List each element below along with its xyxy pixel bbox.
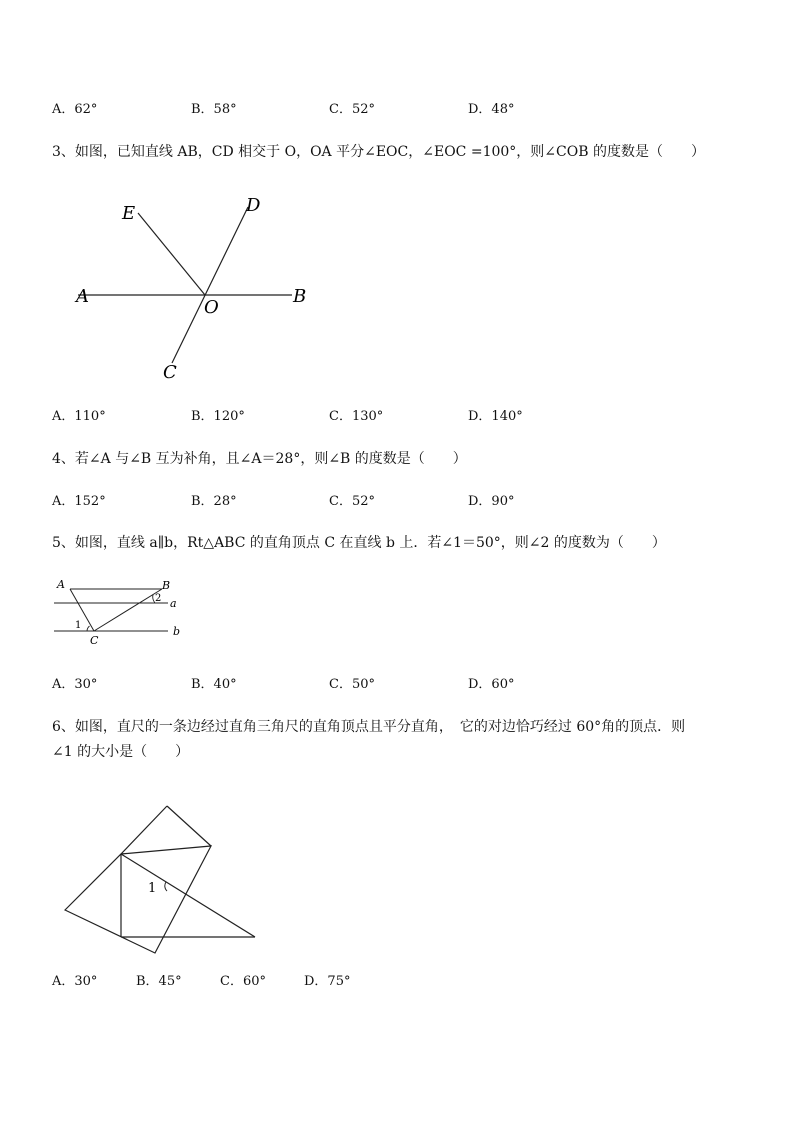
angle1-arc xyxy=(87,626,90,631)
q5-figure xyxy=(50,578,190,648)
q6-option-b[interactable]: B．45° xyxy=(136,974,182,989)
q3-option-c[interactable]: C．130° xyxy=(329,409,384,424)
q6-stem-line2: ∠1 的大小是（ ） xyxy=(52,744,190,760)
label-c: C xyxy=(163,362,177,383)
q3-figure xyxy=(60,185,330,390)
q5-option-d[interactable]: D．60° xyxy=(468,677,515,692)
label-e: E xyxy=(122,203,136,224)
label-c: C xyxy=(90,634,99,647)
q6-option-a[interactable]: A．30° xyxy=(52,974,98,989)
q5-option-b[interactable]: B．40° xyxy=(191,677,237,692)
label-angle1: 1 xyxy=(75,620,82,631)
side-ac xyxy=(70,589,94,631)
q4-option-d[interactable]: D．90° xyxy=(468,494,515,509)
ruler-top-right xyxy=(167,806,211,846)
label-a: A xyxy=(76,286,89,307)
q2-option-d[interactable]: D．48° xyxy=(468,102,515,117)
label-d: D xyxy=(246,195,261,216)
q6-stem-line1: 6、如图，直尺的一条边经过直角三角尺的直角顶点且平分直角， 它的对边恰巧经过 60°角的顶点．则 xyxy=(52,719,686,735)
label-a: A xyxy=(57,578,65,591)
q5-option-c[interactable]: C．50° xyxy=(329,677,375,692)
angle1-arc xyxy=(165,882,167,891)
label-line-b: b xyxy=(173,625,181,638)
ray-oe xyxy=(138,213,205,295)
q4-option-c[interactable]: C．52° xyxy=(329,494,375,509)
q6-option-c[interactable]: C．60° xyxy=(220,974,266,989)
label-o: O xyxy=(204,297,219,318)
q3-option-a[interactable]: A．110° xyxy=(52,409,106,424)
q2-option-a[interactable]: A．62° xyxy=(52,102,98,117)
triangle-hypotenuse xyxy=(121,854,255,937)
label-angle1: 1 xyxy=(148,881,157,896)
label-angle2: 2 xyxy=(155,593,162,604)
q6-figure xyxy=(55,800,265,960)
label-line-a: a xyxy=(170,597,177,610)
q2-option-b[interactable]: B．58° xyxy=(191,102,237,117)
q5-option-a[interactable]: A．30° xyxy=(52,677,98,692)
q4-option-b[interactable]: B．28° xyxy=(191,494,237,509)
ruler-top-left xyxy=(121,806,167,854)
line-cd xyxy=(172,207,248,363)
q6-option-d[interactable]: D．75° xyxy=(304,974,351,989)
q2-option-c[interactable]: C．52° xyxy=(329,102,375,117)
q3-option-b[interactable]: B．120° xyxy=(191,409,245,424)
q3-stem: 3、如图，已知直线 AB，CD 相交于 O，OA 平分∠EOC，∠EOC =100°，则∠COB 的度数是（ ） xyxy=(52,144,705,160)
q4-option-a[interactable]: A．152° xyxy=(52,494,106,509)
q3-option-d[interactable]: D．140° xyxy=(468,409,523,424)
label-b: B xyxy=(162,579,171,592)
label-b: B xyxy=(293,286,307,307)
side-bc xyxy=(94,589,162,631)
q5-stem: 5、如图，直线 a∥b，Rt△ABC 的直角顶点 C 在直线 b 上．若∠1＝50°，则∠2 的度数为（ ） xyxy=(52,535,666,551)
q4-stem: 4、若∠A 与∠B 互为补角，且∠A＝28°，则∠B 的度数是（ ） xyxy=(52,451,467,467)
